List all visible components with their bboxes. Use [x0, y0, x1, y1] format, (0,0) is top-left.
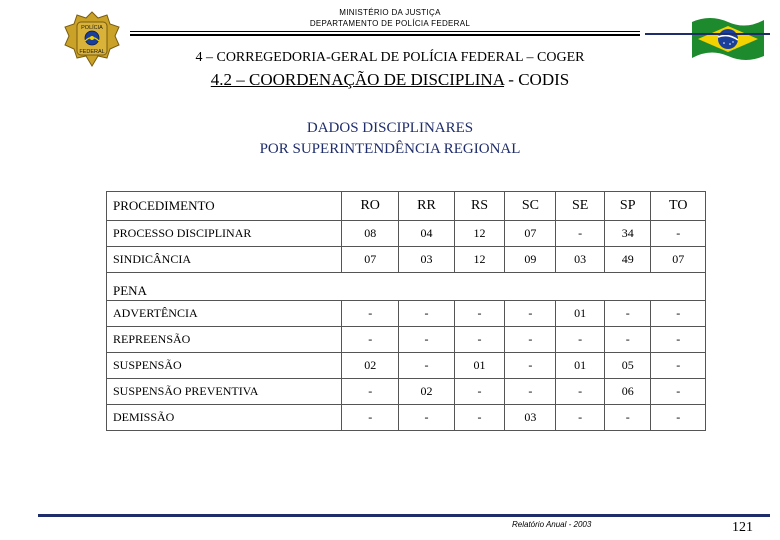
table-cell: 07: [651, 247, 706, 273]
table-cell: -: [454, 301, 505, 327]
table-heading-line1: DADOS DISCIPLINARES: [306, 120, 474, 136]
table-cell: -: [651, 301, 706, 327]
badge-bottom-text: FEDERAL: [79, 49, 105, 55]
table-cell: 06: [604, 379, 651, 405]
department-name: DEPARTAMENTO DE POLÍCIA FEDERAL: [309, 19, 471, 28]
ministry-name: MINISTÉRIO DA JUSTIÇA: [339, 8, 441, 17]
table-cell: 09: [505, 247, 556, 273]
table-cell: -: [556, 327, 605, 353]
table-row: [107, 327, 706, 353]
badge-top-text: POLÍCIA: [81, 25, 103, 31]
pena-section-spacer: [399, 273, 454, 301]
table-cell: -: [342, 379, 399, 405]
table-cell: -: [399, 353, 454, 379]
table-cell: -: [399, 405, 454, 431]
table-cell: 49: [604, 247, 651, 273]
row-label: SUSPENSÃO PREVENTIVA: [107, 379, 342, 405]
row-label: PROCESSO DISCIPLINAR: [107, 221, 342, 247]
table-cell: 01: [556, 301, 605, 327]
table-cell: -: [651, 353, 706, 379]
pena-section-spacer: [604, 273, 651, 301]
pena-section-spacer: [342, 273, 399, 301]
table-cell: -: [454, 379, 505, 405]
table-cell: -: [556, 379, 605, 405]
table-cell: 02: [342, 353, 399, 379]
table-cell: 02: [399, 379, 454, 405]
table-cell: -: [454, 405, 505, 431]
header-rule-thick: [130, 34, 640, 36]
table-row: [107, 301, 706, 327]
table-cell: -: [505, 301, 556, 327]
table-cell: -: [604, 327, 651, 353]
table-body: [107, 192, 706, 431]
table-cell: 08: [342, 221, 399, 247]
table-cell: 07: [342, 247, 399, 273]
table-cell: 34: [604, 221, 651, 247]
table-cell: 05: [604, 353, 651, 379]
subsection-title: [0, 70, 780, 90]
row-label: SUSPENSÃO: [107, 353, 342, 379]
pena-section-spacer: [505, 273, 556, 301]
row-label: SINDICÂNCIA: [107, 247, 342, 273]
table-heading-line2: POR SUPERINTENDÊNCIA REGIONAL: [259, 141, 521, 157]
pena-section-label: PENA: [107, 273, 342, 301]
column-header-rs: RS: [454, 192, 505, 221]
column-header-sc: SC: [505, 192, 556, 221]
row-label: ADVERTÊNCIA: [107, 301, 342, 327]
pena-section-spacer: [651, 273, 706, 301]
table-cell: 01: [454, 353, 505, 379]
table-cell: 07: [505, 221, 556, 247]
subsection-title-tail: - CODIS: [504, 70, 570, 89]
table-cell: -: [651, 221, 706, 247]
table-cell: -: [342, 301, 399, 327]
column-header-procedimento: PROCEDIMENTO: [107, 192, 342, 221]
column-header-ro: RO: [342, 192, 399, 221]
table-cell: -: [342, 327, 399, 353]
table-cell: 12: [454, 247, 505, 273]
row-label: DEMISSÃO: [107, 405, 342, 431]
column-header-to: TO: [651, 192, 706, 221]
column-header-se: SE: [556, 192, 605, 221]
table-cell: -: [454, 327, 505, 353]
table-cell: 03: [505, 405, 556, 431]
table-cell: 03: [399, 247, 454, 273]
subsection-title-main: 4.2 – COORDENAÇÃO DE DISCIPLINA: [210, 70, 505, 89]
pena-section-row: [107, 273, 706, 301]
table-cell: 03: [556, 247, 605, 273]
column-header-rr: RR: [399, 192, 454, 221]
table-cell: -: [556, 221, 605, 247]
table-row: [107, 379, 706, 405]
header-rule-thin: [130, 31, 640, 32]
table-cell: -: [651, 379, 706, 405]
table-cell: -: [556, 405, 605, 431]
table-row: [107, 353, 706, 379]
section-title: 4 – CORREGEDORIA-GERAL DE POLÍCIA FEDERAL – COGER: [195, 50, 585, 65]
footer-rule: [38, 514, 770, 517]
table-cell: -: [505, 327, 556, 353]
table-cell: -: [505, 353, 556, 379]
table-cell: -: [604, 301, 651, 327]
table-cell: -: [505, 379, 556, 405]
table-row: [107, 221, 706, 247]
table-header-row: [107, 192, 706, 221]
table-cell: -: [651, 405, 706, 431]
header-rule-right: [645, 33, 770, 35]
page-number: 121: [732, 520, 753, 535]
table-row: [107, 405, 706, 431]
table-cell: -: [604, 405, 651, 431]
table-cell: 01: [556, 353, 605, 379]
pena-section-spacer: [454, 273, 505, 301]
table-cell: -: [399, 327, 454, 353]
disciplinary-data-table: [106, 191, 706, 431]
column-header-sp: SP: [604, 192, 651, 221]
table-cell: -: [651, 327, 706, 353]
table-cell: 04: [399, 221, 454, 247]
table-row: [107, 247, 706, 273]
footer-report-title: Relatório Anual - 2003: [512, 520, 592, 529]
row-label: REPREENSÃO: [107, 327, 342, 353]
pena-section-spacer: [556, 273, 605, 301]
table-cell: -: [399, 301, 454, 327]
table-cell: -: [342, 405, 399, 431]
table-cell: 12: [454, 221, 505, 247]
